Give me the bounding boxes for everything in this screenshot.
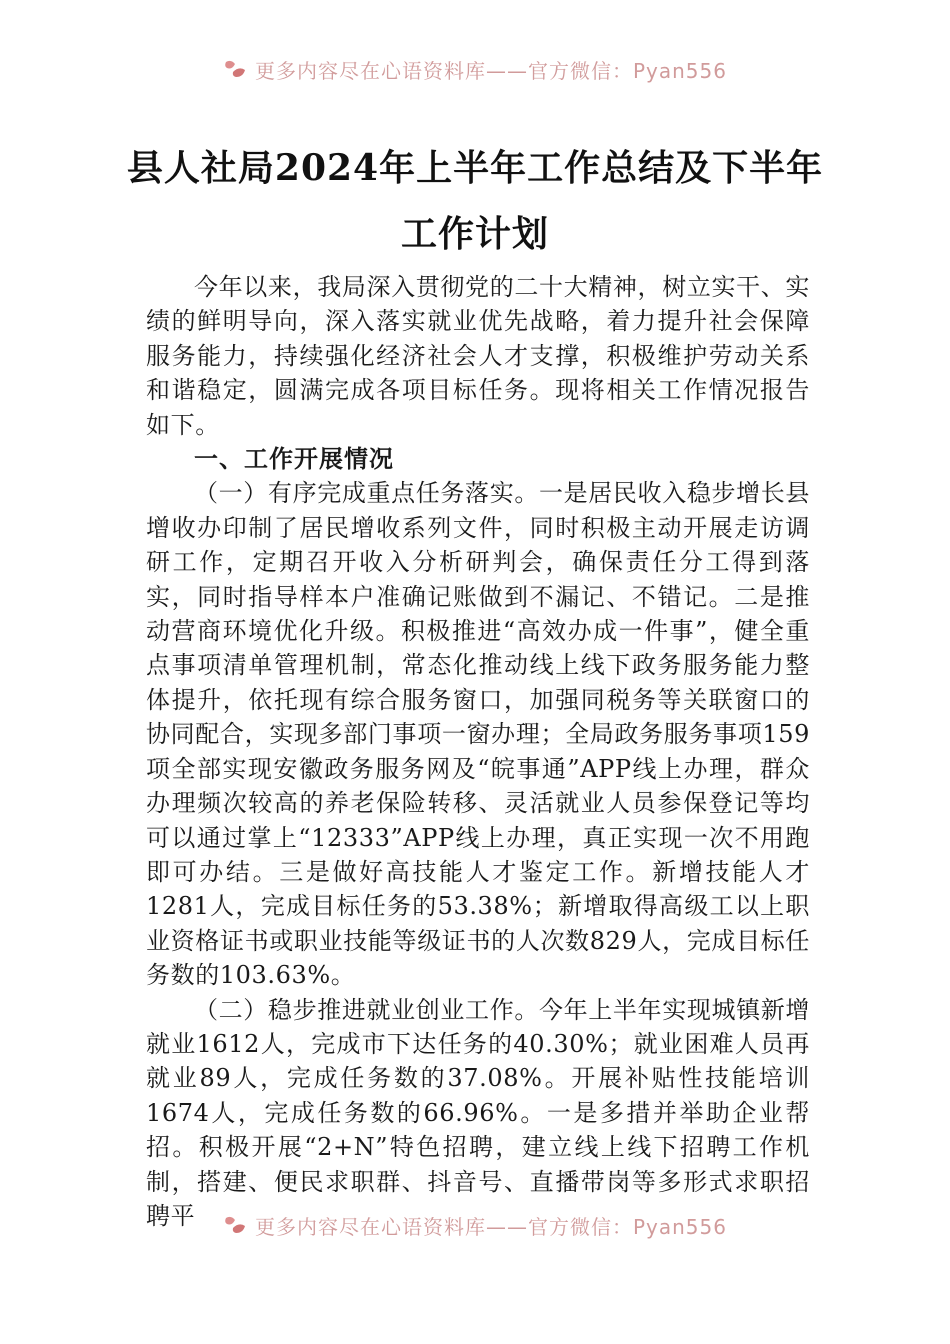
watermark-logo-icon <box>223 1214 249 1236</box>
document-title-line-2: 工作计划 <box>400 213 549 255</box>
watermark-text: 更多内容尽在心语资料库——官方微信：Pyan556 <box>254 58 727 83</box>
paragraph-employment <box>146 993 810 1234</box>
intro-paragraph: 今年以来，我局深入贯彻党的二十大精神，树立实干、实绩的鲜明导向，深入落实就业优先战略，着力提升社会保障服务能力，持续强化经济社会人才支撑，积极维护劳动关系和谐稳定，圆满完成各项目标任务。现将相关工作情况报告如下。 <box>146 273 810 439</box>
paragraph-key-tasks-text: 一是居民收入稳步增长县增收办印制了居民增收系列文件，同时积极主动开展走访调研工作，定期召开收入分析研判会，确保责任分工得到落实，同时指导样本户准确记账做到不漏记、不错记。二是推动营商环境优化升级。积极推进“高效办成一件事”，健全重点事项清单管理机制，常态化推动线上线下政务服务能力整体提升，依托现有综合服务窗口，加强同税务等关联窗口的协同配合，实现多部门事项一窗办理；全局政务服务事项159项全部实现安徽政务服务网及“皖事通”APP线上办理，群众办理频次较高的养老保险转移、灵活就业人员参保登记等均可以通过掌上“12333”APP线上办理，真正实现一次不用跑即可办结。三是做好高技能人才鉴定工作。新增技能人才1281人，完成目标任务的53.38%；新增取得高级工以上职业资格证书或职业技能等级证书的人次数829人，完成目标任务数的103.63%。 <box>146 479 810 990</box>
subheading-employment: （二）稳步推进就业创业工作。 <box>194 995 539 1024</box>
watermark-text: 更多内容尽在心语资料库——官方微信：Pyan556 <box>254 1214 727 1239</box>
paragraph-key-tasks <box>146 476 810 992</box>
paragraph-employment-text: 今年上半年实现城镇新增就业1612人，完成市下达任务的40.30%；就业困难人员再就业89人，完成任务数的37.08%。开展补贴性技能培训1674人，完成任务数的66.96%。一是多措并举助企业帮招。积极开展“2+N”特色招聘，建立线上线下招聘工作机制，搭建、便民求职群、抖音号、直播带岗等多形式求职招聘平 <box>146 995 810 1230</box>
subheading-key-tasks: （一）有序完成重点任务落实。 <box>194 479 539 508</box>
watermark-logo-icon <box>223 58 249 80</box>
watermark-top <box>0 54 950 84</box>
document-body <box>146 270 810 1233</box>
document-title-line-1: 县人社局2024年上半年工作总结及下半年 <box>126 147 824 189</box>
section-heading-1: 一、工作开展情况 <box>194 445 394 474</box>
watermark-bottom <box>0 1210 950 1240</box>
